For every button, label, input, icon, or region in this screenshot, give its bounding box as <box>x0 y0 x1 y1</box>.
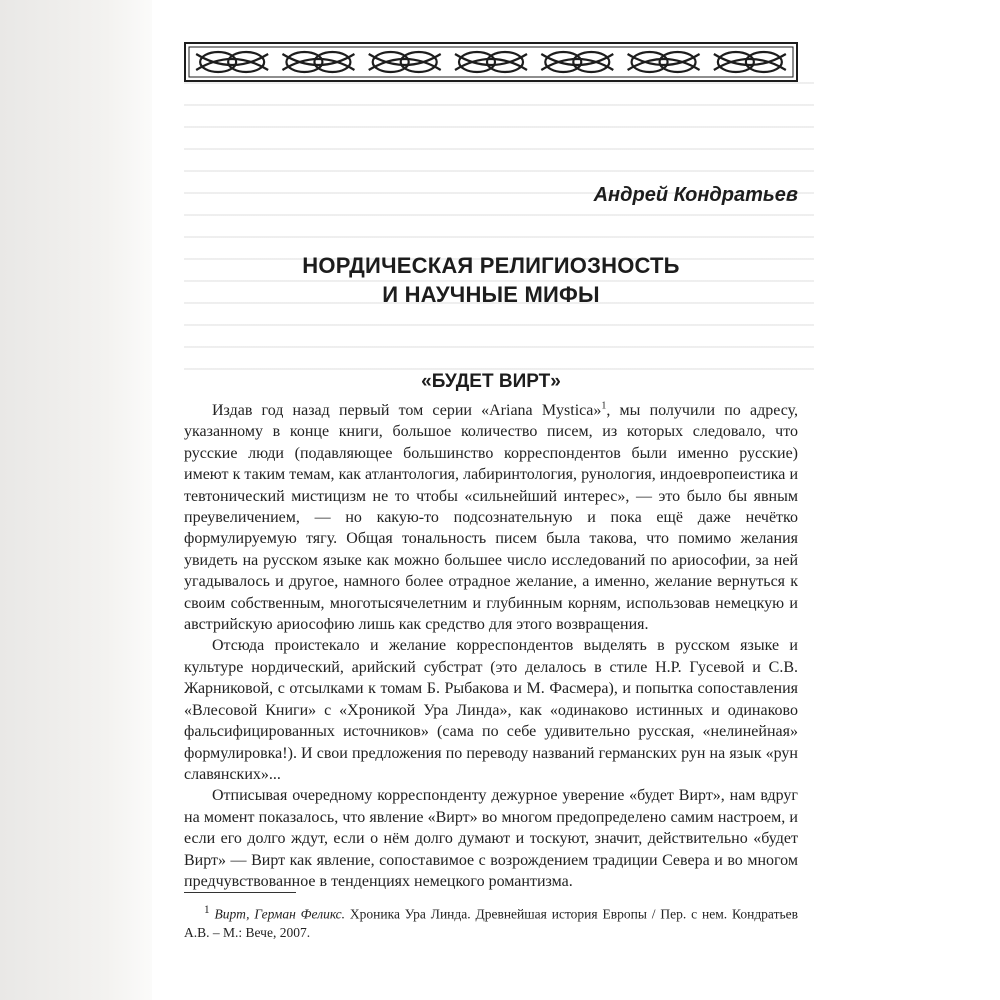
knot-motif <box>714 52 786 72</box>
article-title-line-2: И НАУЧНЫЕ МИФЫ <box>382 282 600 307</box>
footnote-separator <box>184 892 296 893</box>
footnote <box>184 901 798 942</box>
paragraph-3: Отписывая очередному корреспонденту дежурное уверение «будет Вирт», нам вдруг на момент показалось, что явление «Вирт» во многом предопределено самим настроем, и если его долго ждут, если о нём долго думают и тоскуют, значит, действительно «будет Вирт» — Вирт как явление, сопоставимое с возрождением традиции Севера и во многом предчувствованное в тенденциях немецкого романтизма. <box>184 787 798 890</box>
page-gutter-shadow <box>0 0 152 1000</box>
paragraph-1 <box>184 400 798 635</box>
celtic-knot-header-ornament <box>184 42 798 82</box>
knot-motif <box>196 52 268 72</box>
show-through-text <box>184 82 814 382</box>
article-title-line-1: НОРДИЧЕСКАЯ РЕЛИГИОЗНОСТЬ <box>302 253 680 278</box>
paragraph-1-text-before-note: Издав год назад первый том серии «Ariana Mystica» <box>212 402 602 419</box>
footnote-text: Хроника Ура Линда. Древнейшая история Европы / Пер. с нем. Кондратьев А.В. – М.: Вече, 2007. <box>184 906 798 940</box>
article-body <box>184 400 798 892</box>
knot-motif <box>282 52 354 72</box>
footnote-reference: 1 <box>601 400 607 412</box>
article-title <box>184 251 798 309</box>
paragraph-1-text-after-note: , мы получили по адресу, указанному в конце книги, большое количество писем, из которых следовало, что русские люди (подавляющее большинство корреспондентов были именно русские) имеют к таким темам, как атлантология, лабиринтология, рунология, индоевропеистика и тевтонический мистицизм не то чтобы «сильнейший интерес», — это было бы явным преувеличением, — но какую-то подсознательную и пока ещё даже нечётко формулируемую тягу. Общая тональность писем была такова, что помимо желания увидеть на русском языке как можно большее число исследований по ариософии, за ней угадывалось и другое, намного более отрадное желание, а именно, желание вернуться к своим собственным, многотысячелетним и глубинным корням, использовав немецкую и австрийскую ариософию лишь как средство для этого возвращения. <box>184 402 799 634</box>
section-title: «БУДЕТ ВИРТ» <box>421 371 561 392</box>
knot-motif <box>455 52 527 72</box>
author-name: Андрей Кондратьев <box>593 184 798 206</box>
knot-motif <box>628 52 700 72</box>
paragraph-2: Отсюда проистекало и желание корреспондентов выделять в русском языке и культуре нордический, арийский субстрат (это делалось в стиле Н.Р. Гусевой и С.В. Жарниковой, с отсылками к томам Б. Рыбакова и М. Фасмера), и попытка сопоставления «Влесовой Книги» с «Хроникой Ура Линда», как «одинаково истинных и одинаково фальсифицированных источников» (сама по себе удивительно русская, «нелинейная» формулировка!). И свои предложения по переводу названий германских рун на язык «рун славянских»... <box>184 637 798 783</box>
footnote-author: Вирт, Герман Феликс. <box>214 906 346 922</box>
footnote-number: 1 <box>204 904 210 916</box>
knot-motif <box>369 52 441 72</box>
knot-motif <box>541 52 613 72</box>
